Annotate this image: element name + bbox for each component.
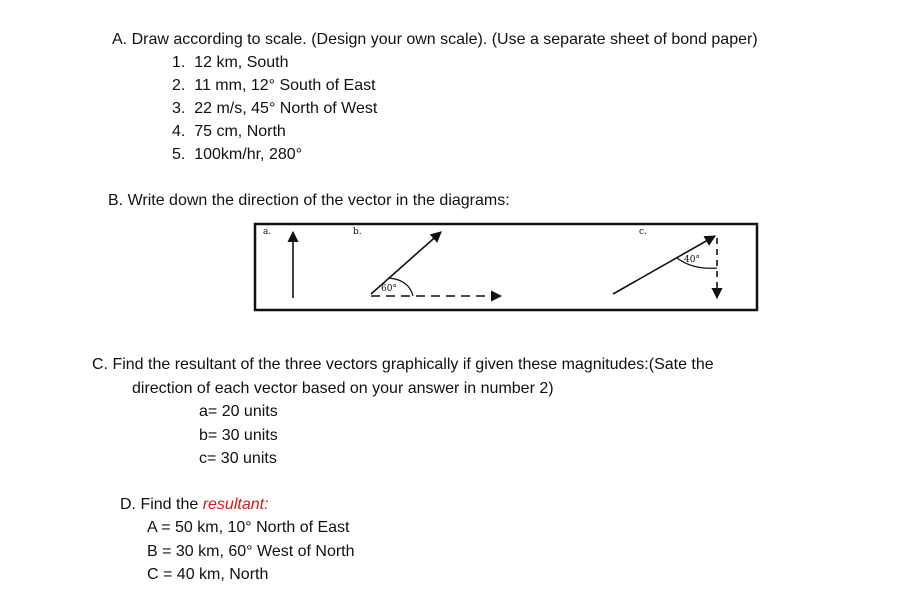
section-a-item	[172, 122, 286, 142]
section-a-item	[172, 76, 376, 96]
label-c: c.	[639, 227, 647, 237]
label-a: a.	[263, 227, 272, 237]
item-number: 1.	[172, 54, 186, 71]
section-c-value: b= 30 units	[199, 427, 278, 444]
item-number: 4.	[172, 123, 186, 140]
section-c-heading-line1: C. Find the resultant of the three vectors graphically if given these magnitudes:(Sate the	[92, 356, 714, 373]
section-a-item	[172, 145, 302, 165]
item-number: 2.	[172, 77, 186, 94]
section-d-value: B = 30 km, 60° West of North	[147, 543, 355, 560]
section-d-value: A = 50 km, 10° North of East	[147, 519, 350, 536]
label-b: b.	[353, 227, 362, 237]
section-d-heading	[120, 495, 269, 515]
item-text: 12 km, South	[194, 54, 289, 71]
section-d-heading-highlight: resultant:	[202, 496, 269, 513]
section-a-item	[172, 53, 289, 73]
angle-c-label: 40°	[684, 255, 700, 265]
angle-b-label: 60°	[381, 284, 397, 294]
section-c-value: a= 20 units	[199, 403, 278, 420]
item-text: 75 cm, North	[194, 123, 286, 140]
item-text: 11 mm, 12° South of East	[194, 77, 376, 94]
item-number: 5.	[172, 146, 186, 163]
section-b-heading: B. Write down the direction of the vector in the diagrams:	[108, 192, 510, 209]
section-a-heading: A. Draw according to scale. (Design your own scale). (Use a separate sheet of bond paper)	[112, 31, 758, 48]
section-d-heading-prefix: D. Find the	[120, 496, 203, 513]
section-c-value: c= 30 units	[199, 450, 277, 467]
vector-diagram	[253, 222, 759, 312]
section-c-heading-line2: direction of each vector based on your answer in number 2)	[132, 380, 554, 397]
section-a-item	[172, 99, 377, 119]
item-number: 3.	[172, 100, 186, 117]
vector-c-arrow	[613, 236, 715, 294]
section-d-value: C = 40 km, North	[147, 566, 269, 583]
diagram-frame	[255, 224, 757, 310]
item-text: 22 m/s, 45° North of West	[194, 100, 378, 117]
item-text: 100km/hr, 280°	[194, 146, 303, 163]
